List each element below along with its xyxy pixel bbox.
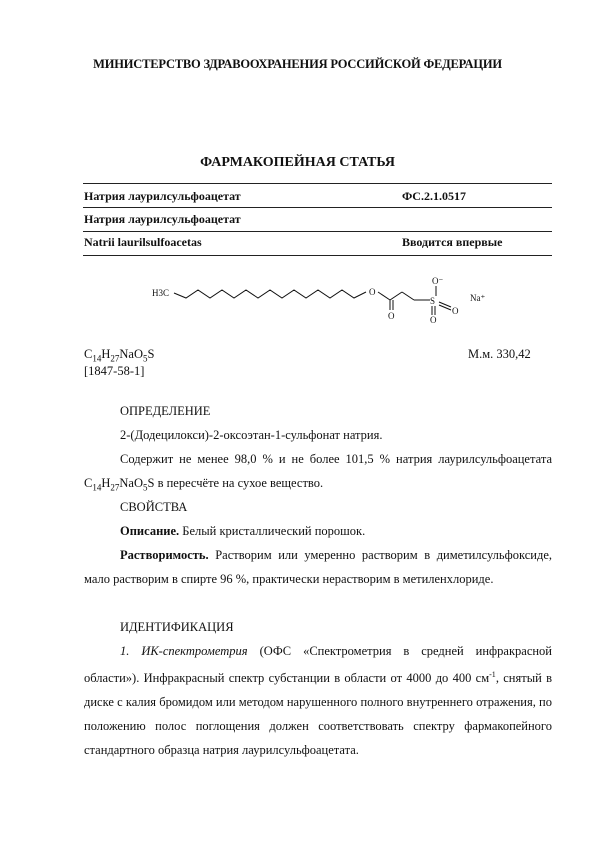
- description-paragraph: Описание. Белый кристаллический порошок.: [120, 524, 366, 538]
- header-divider-1: [83, 207, 552, 208]
- chemical-name: 2-(Додецилокси)-2-оксоэтан-1-сульфонат натрия.: [120, 428, 383, 442]
- structural-formula: [150, 276, 530, 336]
- identification-heading: ИДЕНТИФИКАЦИЯ: [120, 620, 234, 634]
- substance-name-ru-2: Натрия лаурилсульфоацетат: [84, 212, 241, 226]
- substance-name-latin: Natrii laurilsulfoacetas: [84, 235, 202, 249]
- sulfonyl-oxygen-label-2: O: [452, 306, 459, 316]
- carbonyl-oxygen-label: O: [388, 311, 395, 321]
- introduction-status: Вводится впервые: [402, 235, 503, 249]
- properties-heading: СВОЙСТВА: [120, 500, 188, 514]
- ministry-header: МИНИСТЕРСТВО ЗДРАВООХРАНЕНИЯ РОССИЙСКОЙ ФЕДЕРАЦИИ: [93, 57, 502, 71]
- sodium-cation-label: Na⁺: [470, 293, 486, 303]
- content-formula: $C_{14}H_{27}NaO_5S$: [84, 476, 155, 493]
- sulfonate-anion-oxygen-label: O⁻: [432, 276, 444, 286]
- solubility-paragraph: Растворимость. Растворим или умеренно растворим в диметилсульфоксиде, мало растворим в спирте 96 %, практически нерастворим в метиленхлориде.: [84, 548, 552, 586]
- methyl-group-label: H3C: [152, 288, 170, 298]
- molecular-formula: $C_{14}H_{27}NaO_5S$: [84, 347, 155, 364]
- monograph-code: ФС.2.1.0517: [402, 189, 466, 203]
- alkyl-chain: [174, 290, 366, 298]
- sulfur-atom-label: S: [430, 296, 436, 306]
- ester-oxygen-label: O: [369, 287, 376, 297]
- header-divider-top: [83, 183, 552, 184]
- content-paragraph: Содержит не менее 98,0 % и не более 101,5 % натрия лаурилсульфоацетата $C_{14}H_{27}NaO_5S$ в пересчёте на сухое вещество.: [84, 452, 552, 493]
- substance-name-ru: Натрия лаурилсульфоацетат: [84, 189, 241, 203]
- sulfonyl-oxygen-label-1: O: [430, 315, 437, 325]
- header-divider-bottom: [83, 255, 552, 256]
- document-title: ФАРМАКОПЕЙНАЯ СТАТЬЯ: [200, 155, 395, 170]
- molecular-weight: М.м. 330,42: [468, 347, 531, 361]
- header-divider-2: [83, 231, 552, 232]
- cas-number: [1847-58-1]: [84, 364, 145, 378]
- definition-heading: ОПРЕДЕЛЕНИЕ: [120, 404, 211, 418]
- ir-spectrometry-paragraph: 1. ИК-спектрометрия (ОФС «Спектрометрия в средней инфракрасной области»). Инфракрасный спектр субстанции в области от 4000 до 400 $см^{-1}$, снятый в диске с калия бромидом или методом нарушенного полного внутреннего отражения, по положению полос поглощения должен соответствовать спектру фармакопейного стандартного образца натрия лаурилсульфоацетата.: [84, 644, 552, 758]
